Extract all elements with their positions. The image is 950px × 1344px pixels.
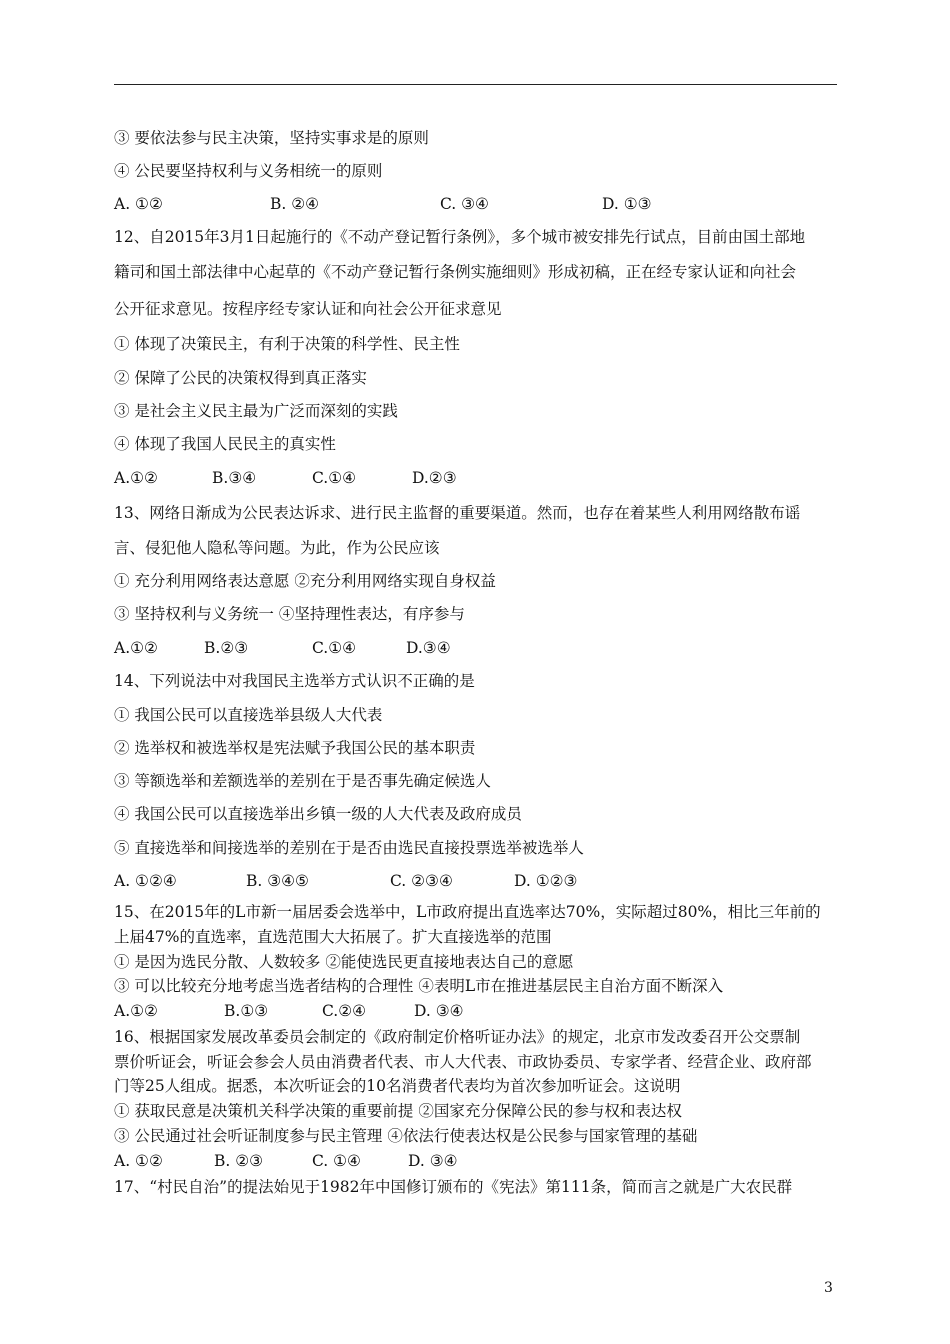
page-number: 3 — [824, 1280, 833, 1296]
q13-option-b: B.②③ — [204, 639, 249, 657]
q11-options — [114, 194, 834, 214]
q13-statements-3-4: ③ 坚持权利与义务统一 ④坚持理性表达，有序参与 — [114, 605, 465, 623]
q14-option-c: C. ②③④ — [390, 872, 453, 890]
q15-statements-3-4: ③ 可以比较充分地考虑当选者结构的合理性 ④表明L市在推进基层民主自治方面不断深入 — [114, 977, 724, 995]
q12-stem-line-1: 12、自2015年3月1日起施行的《不动产登记暂行条例》，多个城市被安排先行试点，目前由国土部地 — [114, 228, 806, 246]
q16-option-d: D. ③④ — [408, 1152, 458, 1170]
q16-option-b: B. ②③ — [214, 1152, 264, 1170]
q16-stem-line-3: 门等25人组成。据悉，本次听证会的10名消费者代表均为首次参加听证会。这说明 — [114, 1077, 681, 1095]
q13-option-c: C.①④ — [312, 639, 357, 657]
q16-option-c: C. ①④ — [312, 1152, 361, 1170]
q12-stem-line-3: 公开征求意见。按程序经专家认证和向社会公开征求意见 — [114, 300, 502, 318]
q16-stem-line-1: 16、根据国家发展改革委员会制定的《政府制定价格听证办法》的规定，北京市发改委召开公交票制 — [114, 1028, 801, 1046]
q14-stem: 14、下列说法中对我国民主选举方式认识不正确的是 — [114, 672, 475, 690]
q15-option-b: B.①③ — [224, 1002, 269, 1020]
q14-option-a: A. ①②④ — [114, 872, 177, 890]
q16-statements-1-2: ① 获取民意是决策机关科学决策的重要前提 ②国家充分保障公民的参与权和表达权 — [114, 1102, 682, 1120]
q12-statement-3: ③ 是社会主义民主最为广泛而深刻的实践 — [114, 402, 398, 420]
q16-option-a: A. ①② — [114, 1152, 163, 1170]
q11-statement-3: ③ 要依法参与民主决策，坚持实事求是的原则 — [114, 129, 429, 147]
q15-options — [114, 1001, 834, 1021]
q15-option-d: D. ③④ — [414, 1002, 464, 1020]
q14-statement-2: ② 选举权和被选举权是宪法赋予我国公民的基本职责 — [114, 739, 476, 757]
q12-statement-4: ④ 体现了我国人民民主的真实性 — [114, 435, 336, 453]
q11-statement-4: ④ 公民要坚持权利与义务相统一的原则 — [114, 162, 383, 180]
q13-stem-line-2: 言、侵犯他人隐私等问题。为此，作为公民应该 — [114, 539, 440, 557]
q14-options — [114, 871, 834, 891]
q13-options — [114, 638, 834, 658]
q12-options — [114, 468, 834, 488]
q14-option-b: B. ③④⑤ — [246, 872, 309, 890]
q12-statement-2: ② 保障了公民的决策权得到真正落实 — [114, 369, 367, 387]
q11-option-d: D. ①③ — [602, 195, 652, 213]
q14-option-d: D. ①②③ — [514, 872, 578, 890]
q12-option-b: B.③④ — [212, 469, 257, 487]
q13-option-a: A.①② — [114, 639, 158, 657]
q14-statement-5: ⑤ 直接选举和间接选举的差别在于是否由选民直接投票选举被选举人 — [114, 839, 584, 857]
q17-stem: 17、“村民自治”的提法始见于1982年中国修订颁布的《宪法》第111条，简而言之就是广大农民群 — [114, 1178, 793, 1196]
q14-statement-4: ④ 我国公民可以直接选举出乡镇一级的人大代表及政府成员 — [114, 805, 522, 823]
q15-statements-1-2: ① 是因为选民分散、人数较多 ②能使选民更直接地表达自己的意愿 — [114, 953, 574, 971]
header-rule — [114, 84, 837, 85]
q13-option-d: D.③④ — [406, 639, 451, 657]
q15-stem-line-2: 上届47%的直选率，直选范围大大拓展了。扩大直接选举的范围 — [114, 928, 552, 946]
q15-option-c: C.②④ — [322, 1002, 367, 1020]
q11-option-b: B. ②④ — [270, 195, 320, 213]
q14-statement-1: ① 我国公民可以直接选举县级人大代表 — [114, 706, 383, 724]
q16-stem-line-2: 票价听证会，听证会参会人员由消费者代表、市人大代表、市政协委员、专家学者、经营企业、政府部 — [114, 1053, 812, 1071]
q12-option-d: D.②③ — [412, 469, 457, 487]
q15-option-a: A.①② — [114, 1002, 158, 1020]
q12-option-c: C.①④ — [312, 469, 357, 487]
q13-statements-1-2: ① 充分利用网络表达意愿 ②充分利用网络实现自身权益 — [114, 572, 496, 590]
q14-statement-3: ③ 等额选举和差额选举的差别在于是否事先确定候选人 — [114, 772, 491, 790]
q11-option-a: A. ①② — [114, 195, 163, 213]
q16-options — [114, 1151, 834, 1171]
q15-stem-line-1: 15、在2015年的L市新一届居委会选举中，L市政府提出直选率达70%，实际超过80%，相比三年前的 — [114, 903, 821, 921]
q12-statement-1: ① 体现了决策民主，有利于决策的科学性、民主性 — [114, 335, 460, 353]
q13-stem-line-1: 13、网络日渐成为公民表达诉求、进行民主监督的重要渠道。然而，也存在着某些人利用网络散布谣 — [114, 504, 801, 522]
q12-option-a: A.①② — [114, 469, 158, 487]
q12-stem-line-2: 籍司和国土部法律中心起草的《不动产登记暂行条例实施细则》形成初稿，正在经专家认证和向社会 — [114, 263, 797, 281]
q11-option-c: C. ③④ — [440, 195, 489, 213]
q16-statements-3-4: ③ 公民通过社会听证制度参与民主管理 ④依法行使表达权是公民参与国家管理的基础 — [114, 1127, 698, 1145]
